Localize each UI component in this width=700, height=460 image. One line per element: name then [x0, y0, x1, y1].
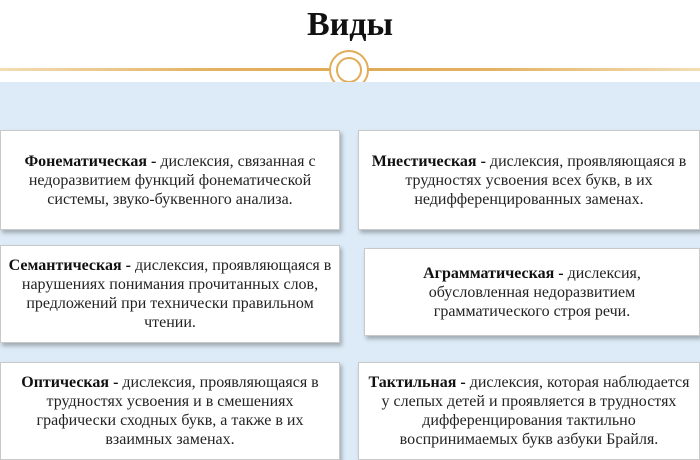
card-separator: -	[456, 374, 470, 391]
card-separator: -	[109, 374, 123, 391]
card-separator: -	[121, 257, 135, 274]
card-separator: -	[476, 152, 490, 170]
card-mnestic	[358, 130, 700, 230]
card-semantic	[0, 245, 340, 343]
card-text: дислексия, проявляющаяся в трудностях усвоения всех букв, в их недифференцированных заменах.	[405, 152, 687, 208]
card-agrammatic	[364, 248, 700, 336]
card-text: дислексия, проявляющаяся в нарушениях понимания прочитанных слов, предложений при технически правильном чтении.	[21, 257, 332, 331]
card-term: Мнестическая	[371, 152, 477, 170]
card-optical	[0, 362, 340, 460]
card-text: дислексия, обусловленная недоразвитием грамматического строя речи.	[428, 264, 641, 320]
card-separator: -	[147, 152, 161, 170]
card-term: Аграмматическая	[423, 264, 555, 282]
card-text: дислексия, которая наблюдается у слепых детей и проявляется в трудностях дифференцирования тактильно воспринимаемых букв азбуки Брайля.	[381, 374, 690, 448]
card-phonemic	[0, 130, 340, 230]
card-text: дислексия, связанная с недоразвитием функций фонематической системы, звуко-буквенного анализа.	[28, 152, 316, 208]
card-tactile	[358, 362, 700, 460]
card-term: Семантическая	[8, 257, 122, 274]
slide-title: Виды	[306, 6, 393, 43]
card-separator: -	[554, 264, 568, 282]
card-text: дислексия, проявляющаяся в трудностях усвоения и в смешениях графически сходных букв, а также в их взаимных заменах.	[36, 374, 319, 448]
card-term: Фонематическая	[24, 152, 148, 170]
card-term: Тактильная	[368, 374, 457, 391]
card-term: Оптическая	[21, 374, 110, 391]
